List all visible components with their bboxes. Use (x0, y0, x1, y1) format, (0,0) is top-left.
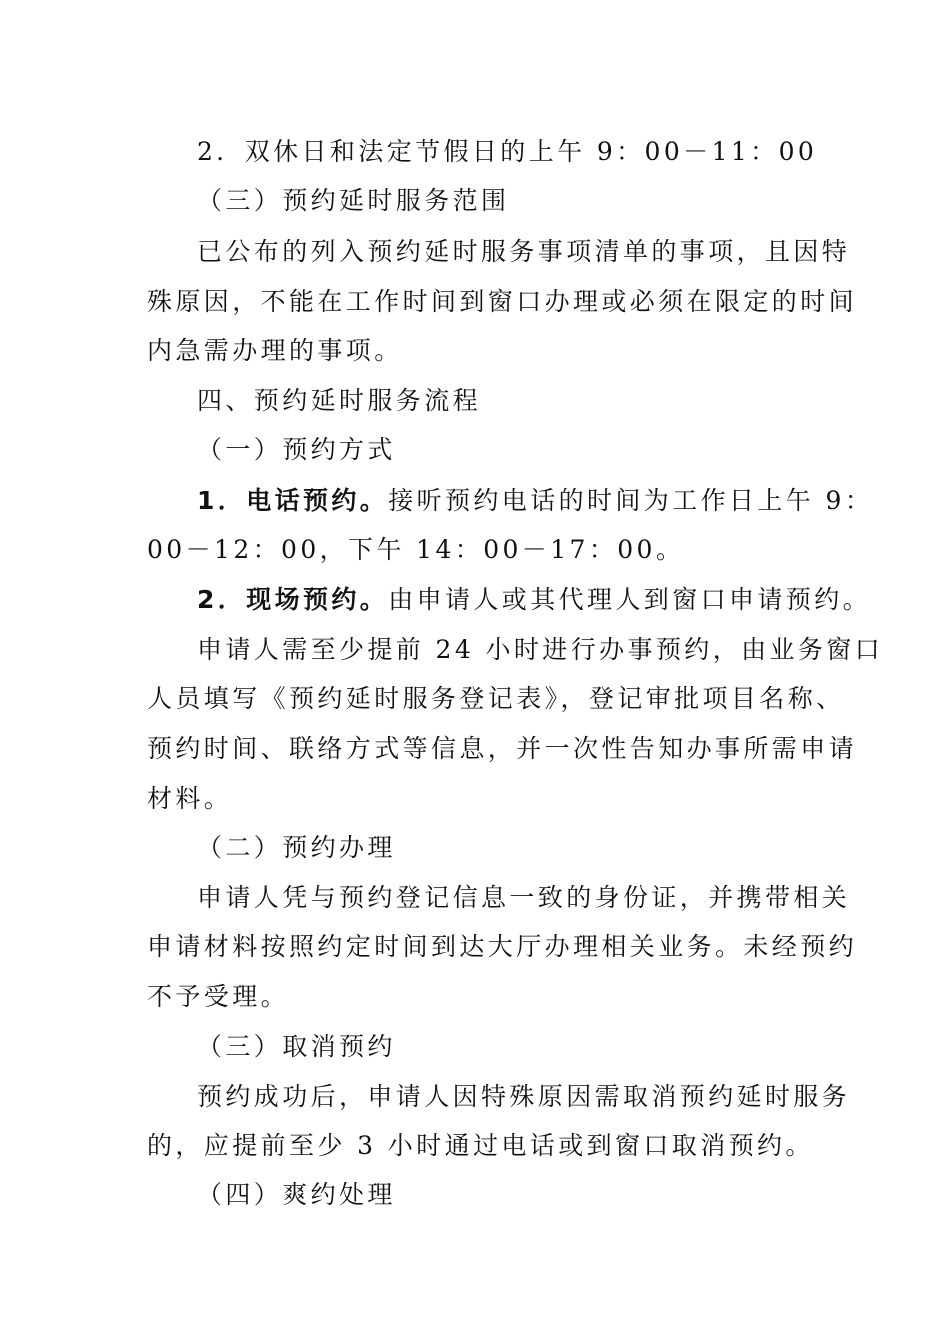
paragraph-line: 殊原因，不能在工作时间到窗口办理或必须在限定的时间 (147, 287, 858, 316)
subheading-method: （一）预约方式 (197, 435, 396, 464)
section-heading: 四、预约延时服务流程 (197, 386, 482, 415)
list-item-text: 由申请人或其代理人到窗口申请预约。 (388, 585, 872, 614)
list-item-title: 2．现场预约。 (197, 585, 389, 614)
paragraph-line: 不予受理。 (147, 982, 290, 1011)
paragraph-line: 预约成功后，申请人因特殊原因需取消预约延时服务 (197, 1082, 851, 1111)
paragraph-line: 已公布的列入预约延时服务事项清单的事项，且因特 (197, 237, 851, 266)
paragraph-line: 预约时间、联络方式等信息，并一次性告知办事所需申请 (147, 734, 858, 763)
list-item-weekend-hours: 2．双休日和法定节假日的上午 9：00－11：00 (197, 137, 818, 166)
list-item-text: 接听预约电话的时间为工作日上午 9： (388, 486, 874, 515)
subheading-scope: （三）预约延时服务范围 (197, 186, 510, 215)
paragraph-line: 的，应提前至少 3 小时通过电话或到窗口取消预约。 (147, 1131, 814, 1160)
subheading-no-show: （四）爽约处理 (197, 1180, 396, 1209)
paragraph-line: 申请材料按照约定时间到达大厅办理相关业务。未经预约 (147, 932, 858, 961)
subheading-cancel: （三）取消预约 (197, 1032, 396, 1061)
list-item-onsite-booking (197, 584, 872, 616)
paragraph-line: 00－12：00，下午 14：00－17：00。 (147, 535, 685, 564)
subheading-handling: （二）预约办理 (197, 833, 396, 862)
paragraph-line: 申请人需至少提前 24 小时进行办事预约，由业务窗口 (197, 635, 884, 664)
paragraph-line: 内急需办理的事项。 (147, 336, 403, 365)
list-item-phone-booking (197, 485, 874, 517)
paragraph-line: 材料。 (147, 784, 233, 813)
list-item-title: 1．电话预约。 (197, 486, 389, 515)
paragraph-line: 申请人凭与预约登记信息一致的身份证，并携带相关 (197, 883, 851, 912)
paragraph-line: 人员填写《预约延时服务登记表》，登记审批项目名称、 (147, 684, 845, 713)
